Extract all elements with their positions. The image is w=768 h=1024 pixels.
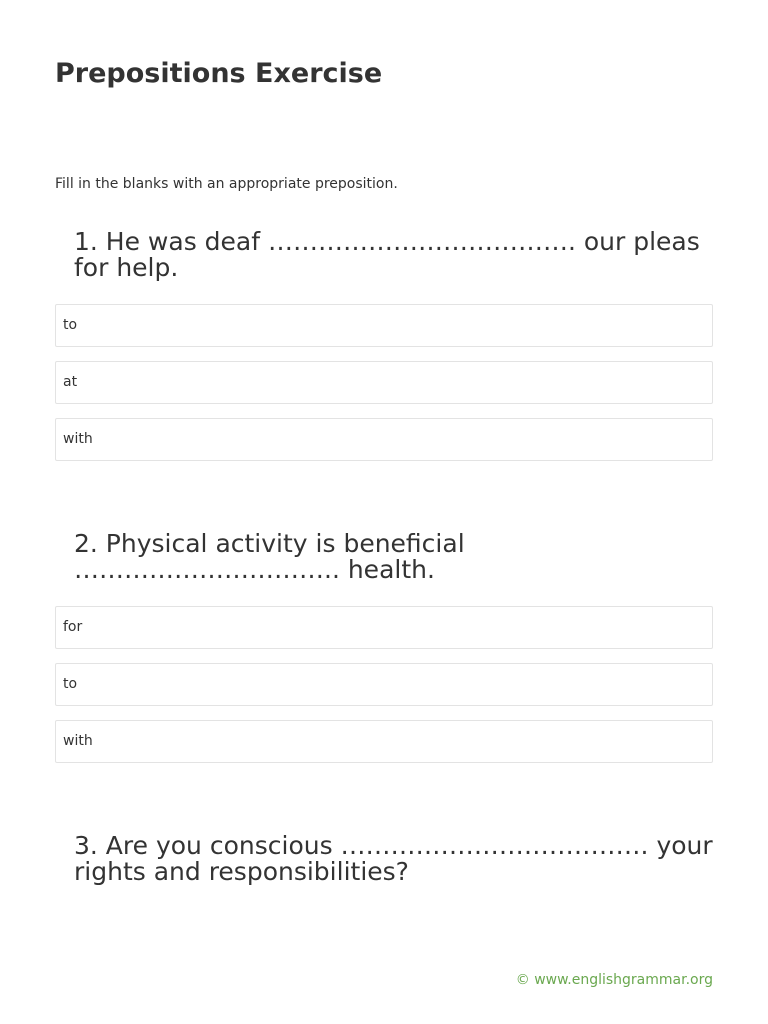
page-title: Prepositions Exercise — [55, 58, 383, 89]
answer-option[interactable]: to — [55, 663, 713, 706]
question-1-options — [55, 304, 713, 475]
question-2-options — [55, 606, 713, 777]
instructions-text: Fill in the blanks with an appropriate preposition. — [55, 176, 398, 192]
answer-option[interactable]: with — [55, 418, 713, 461]
question-1-text: 1. He was deaf ………………………………. our pleas for help. — [74, 227, 700, 282]
question-2-text: 2. Physical activity is beneficial ………………………….. health. — [74, 529, 465, 584]
answer-option[interactable]: with — [55, 720, 713, 763]
answer-option[interactable]: at — [55, 361, 713, 404]
answer-option[interactable]: to — [55, 304, 713, 347]
answer-option[interactable]: for — [55, 606, 713, 649]
question-3-text: 3. Are you conscious ………………………………. your rights and responsibilities? — [74, 831, 713, 886]
copyright-footer: © www.englishgrammar.org — [515, 972, 713, 988]
